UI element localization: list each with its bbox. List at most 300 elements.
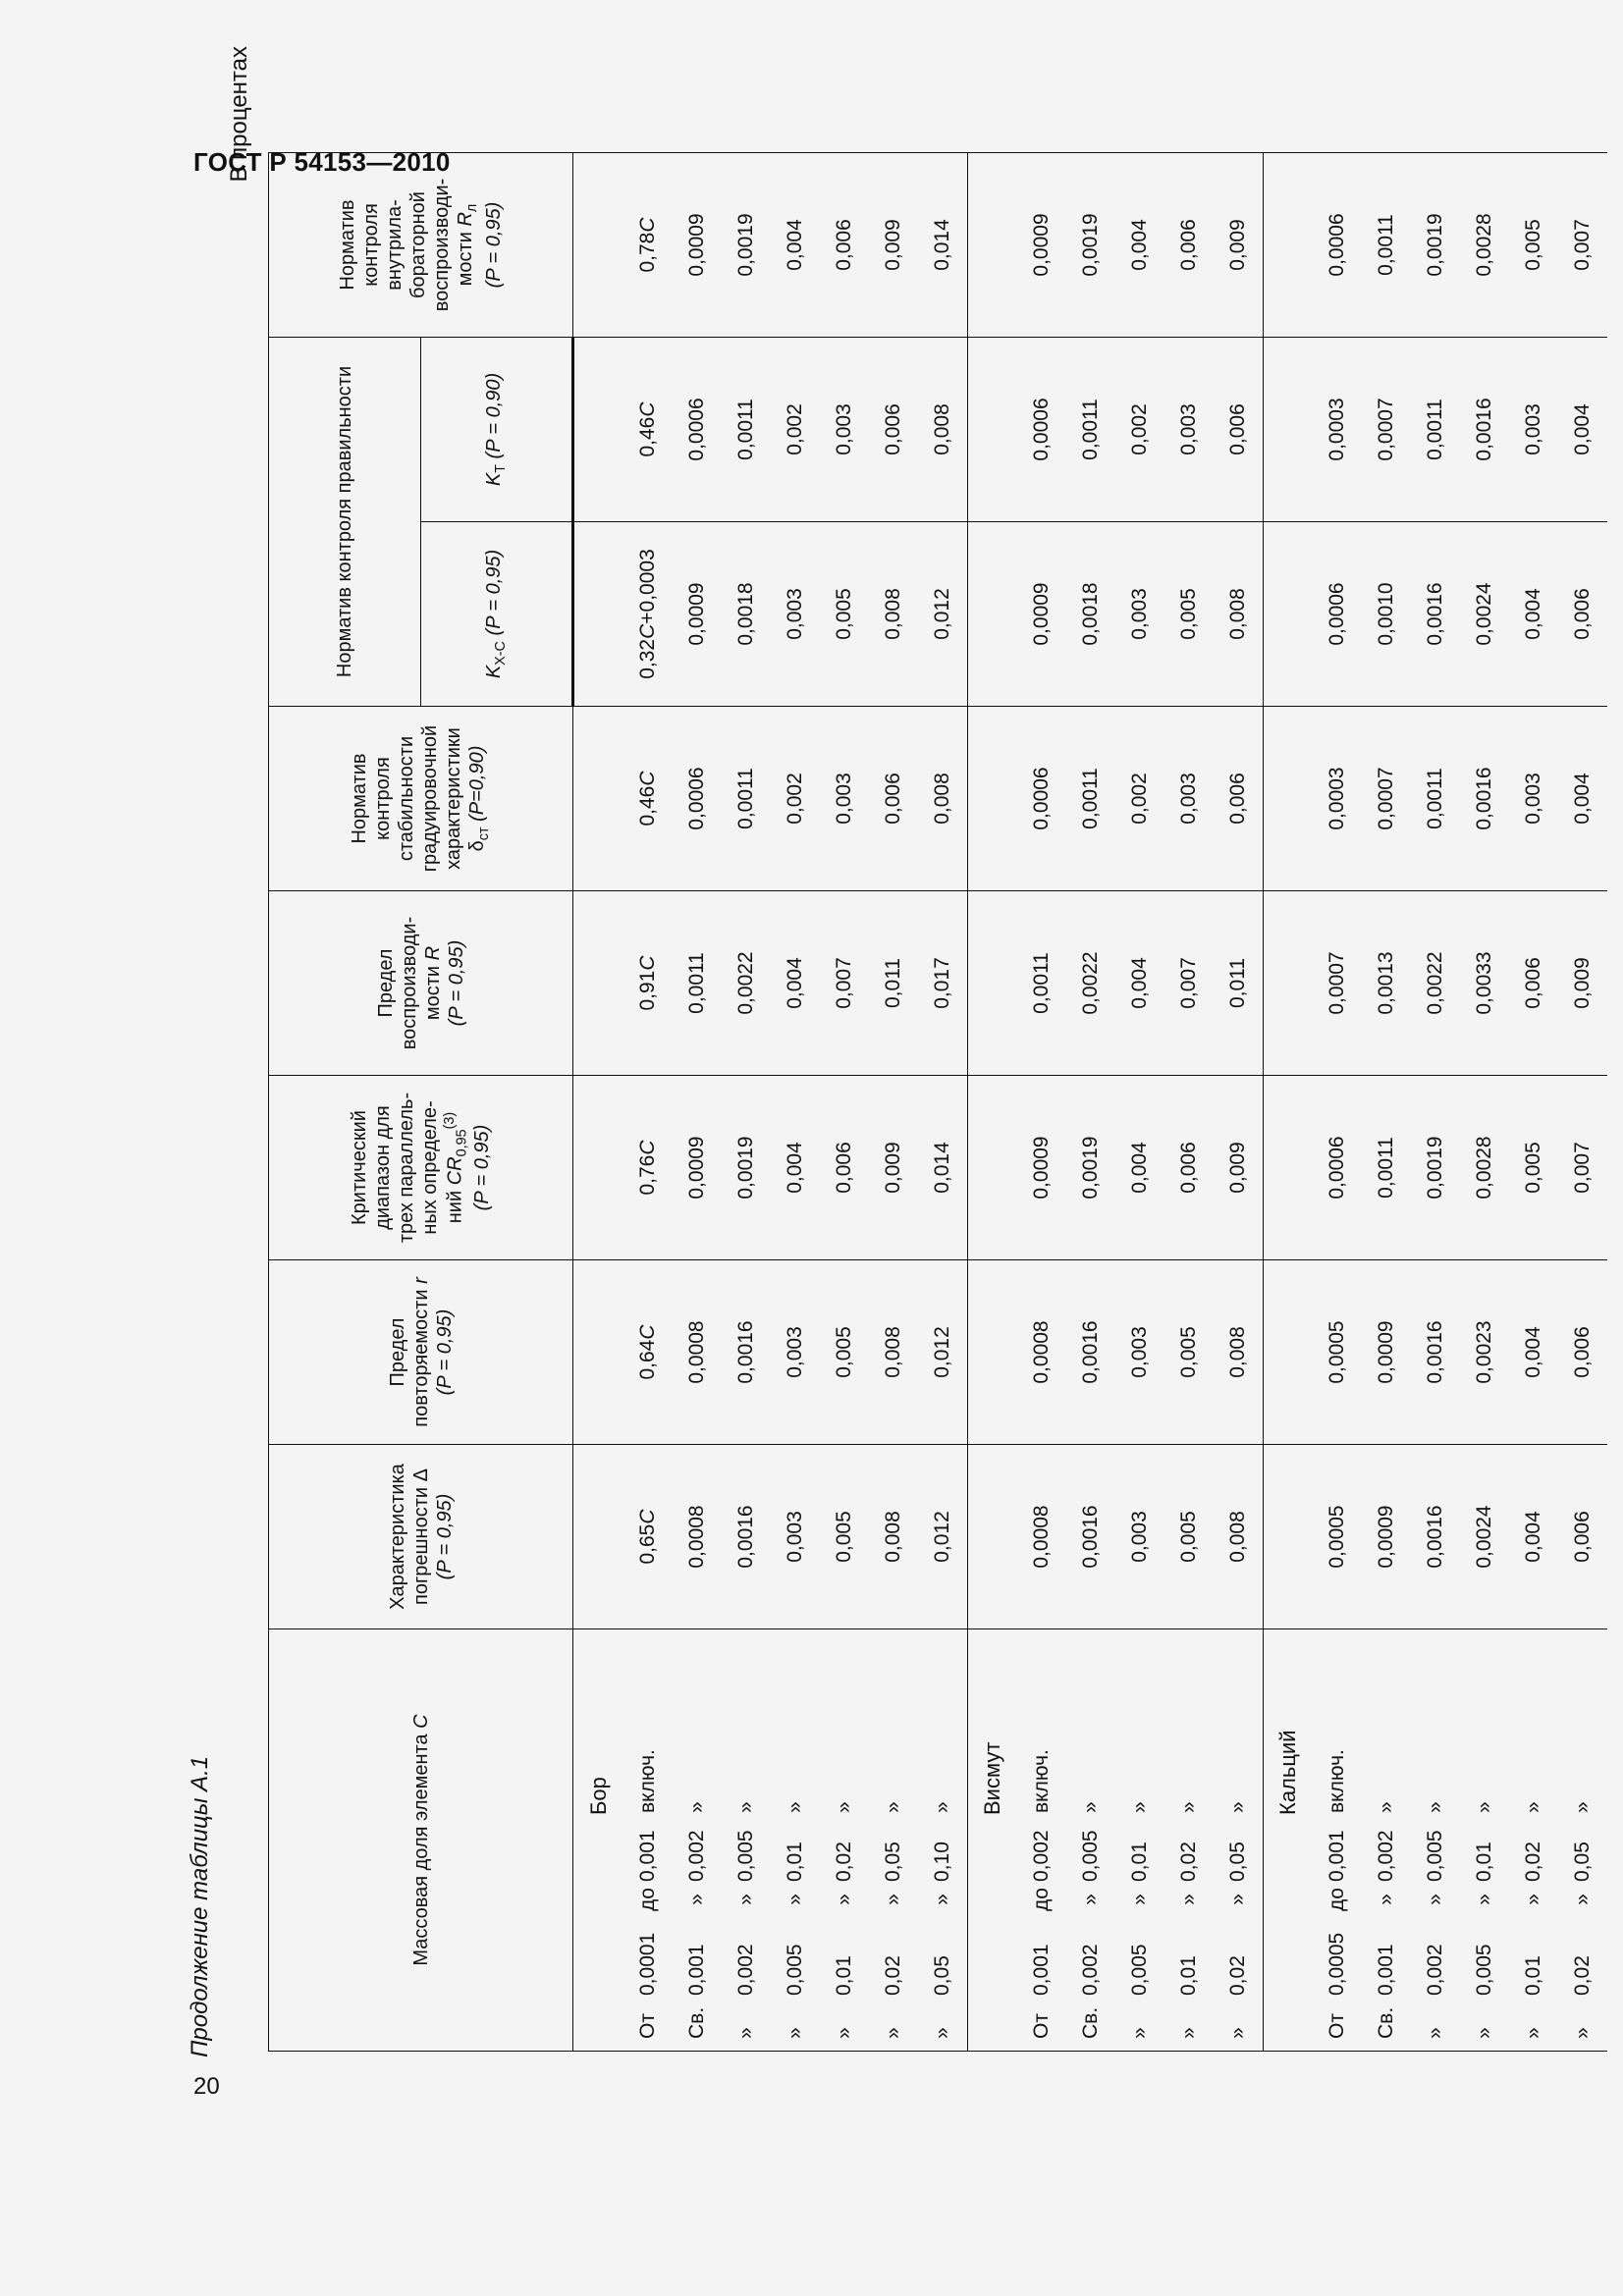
value-cell: 0,003 (771, 1260, 820, 1445)
value-cell: 0,0007 (1313, 891, 1362, 1076)
header-repeatability: Предел повторяемости r (P = 0,95) (269, 1260, 573, 1445)
range-part-d: 0,02 (1177, 1842, 1200, 1882)
range-cell (623, 1629, 673, 2052)
value-cell: 0,0005 (1313, 1445, 1362, 1629)
value-cell: 0,0007 (1362, 707, 1411, 891)
value-cell: 0,0019 (722, 152, 771, 337)
table-row (1214, 152, 1264, 2051)
value-cell: 0,006 (1558, 522, 1607, 707)
value-cell: 0,0016 (1066, 1260, 1115, 1445)
value-cell: 0,012 (918, 1445, 968, 1629)
value-cell: 0,004 (1509, 1445, 1558, 1629)
empty-cell (1264, 1445, 1314, 1629)
range-part-d: 0,05 (1226, 1842, 1249, 1882)
range-part-b: 0,0005 (1325, 1932, 1348, 1996)
range-cell (1164, 1629, 1214, 2052)
range-cell (1115, 1629, 1164, 2052)
range-cell (1313, 1629, 1362, 2052)
empty-cell (968, 707, 1018, 891)
value-cell: 0,009 (1214, 152, 1264, 337)
value-cell: 0,004 (1115, 152, 1164, 337)
value-cell: 0,0016 (1066, 1445, 1115, 1629)
value-cell: 0,0016 (1411, 1260, 1460, 1445)
range-part-d: 0,002 (685, 1830, 708, 1882)
value-cell: 0,0008 (673, 1445, 722, 1629)
value-cell: 0,0019 (1066, 1076, 1115, 1260)
value-cell: 0,78C (623, 152, 673, 337)
table-row (1411, 152, 1460, 2051)
value-cell: 0,0018 (722, 522, 771, 707)
range-part-e: » (882, 1801, 904, 1813)
value-cell: 0,004 (771, 891, 820, 1076)
value-cell: 0,0013 (1362, 891, 1411, 1076)
value-cell: 0,0016 (1460, 337, 1509, 521)
value-cell: 0,0011 (1017, 891, 1066, 1076)
range-part-a: От (1030, 2013, 1053, 2039)
value-cell: 0,0006 (1313, 152, 1362, 337)
range-part-b: 0,002 (1079, 1944, 1102, 1996)
value-cell: 0,0006 (673, 707, 722, 891)
empty-cell (573, 152, 624, 337)
empty-cell (968, 522, 1018, 707)
value-cell: 0,0016 (1411, 1445, 1460, 1629)
range-cell (1558, 1629, 1607, 2052)
table-row (771, 152, 820, 2051)
value-cell: 0,0009 (673, 522, 722, 707)
range-part-a: » (1226, 2027, 1249, 2039)
value-cell: 0,009 (1558, 891, 1607, 1076)
value-cell: 0,003 (771, 522, 820, 707)
header-stability: Норматив контроля стабильности градуировочной характеристики $\delta_{ст}$ (P=0,90) (269, 707, 573, 891)
element-name: Кальций (1264, 1629, 1314, 2052)
value-cell: 0,32C+0,0003 (623, 522, 673, 707)
table-row (1115, 152, 1164, 2051)
data-table (268, 152, 1607, 2052)
range-part-c: » (1375, 1894, 1397, 1905)
empty-cell (1264, 891, 1314, 1076)
value-cell: 0,0022 (1066, 891, 1115, 1076)
value-cell: 0,0016 (1411, 522, 1460, 707)
range-part-b: 0,02 (882, 1955, 904, 1996)
value-cell: 0,006 (1164, 1076, 1214, 1260)
value-cell: 0,0008 (673, 1260, 722, 1445)
value-cell: 0,0009 (1017, 522, 1066, 707)
group-row (968, 152, 1018, 2051)
value-cell: 0,0009 (1362, 1445, 1411, 1629)
range-part-c: » (685, 1894, 708, 1905)
range-part-a: Св. (1079, 2006, 1102, 2039)
value-cell: 0,0016 (1460, 707, 1509, 891)
range-cell (1214, 1629, 1264, 2052)
value-cell: 0,003 (771, 1445, 820, 1629)
value-cell: 0,004 (1509, 522, 1558, 707)
page-number: 20 (193, 2073, 220, 2100)
empty-cell (1264, 522, 1314, 707)
empty-cell (968, 1445, 1018, 1629)
value-cell: 0,0018 (1066, 522, 1115, 707)
range-part-b: 0,001 (685, 1944, 708, 1996)
range-part-e: » (1473, 1801, 1495, 1813)
empty-cell (573, 1445, 624, 1629)
range-part-b: 0,02 (1226, 1955, 1249, 1996)
table-row (1558, 152, 1607, 2051)
value-cell: 0,0019 (1411, 1076, 1460, 1260)
range-cell (673, 1629, 722, 2052)
table-row (1164, 152, 1214, 2051)
empty-cell (1264, 1076, 1314, 1260)
range-part-e: » (685, 1801, 708, 1813)
value-cell: 0,003 (1509, 707, 1558, 891)
value-cell: 0,0006 (1017, 707, 1066, 891)
range-part-d: 0,01 (1128, 1842, 1151, 1882)
range-cell (820, 1629, 869, 2052)
range-part-c: до (636, 1888, 659, 1911)
header-critical-range: Критический диапазон для трех параллель- ных определе- ний $CR_{0,95}^{(3)}$ (P = 0,95) (269, 1076, 573, 1260)
table-row (722, 152, 771, 2051)
value-cell: 0,0009 (1017, 1076, 1066, 1260)
table-row (918, 152, 968, 2051)
value-cell: 0,003 (1164, 707, 1214, 891)
value-cell: 0,004 (1558, 707, 1607, 891)
value-cell: 0,0019 (1066, 152, 1115, 337)
empty-cell (573, 1260, 624, 1445)
header-kt: $K_Т$ (P = 0,90) (421, 337, 573, 521)
range-part-e: » (1128, 1801, 1151, 1813)
range-part-a: » (1177, 2027, 1200, 2039)
value-cell: 0,002 (771, 337, 820, 521)
range-cell (722, 1629, 771, 2052)
value-cell: 0,008 (1214, 522, 1264, 707)
value-cell: 0,007 (820, 891, 869, 1076)
empty-cell (968, 891, 1018, 1076)
range-part-d: 0,10 (931, 1842, 953, 1882)
group-row (1264, 152, 1314, 2051)
value-cell: 0,007 (1558, 152, 1607, 337)
range-cell (1017, 1629, 1066, 2052)
range-part-a: » (1522, 2027, 1544, 2039)
value-cell: 0,009 (1214, 1076, 1264, 1260)
value-cell: 0,008 (869, 522, 918, 707)
range-part-c: » (833, 1894, 855, 1905)
range-part-c: » (1177, 1894, 1200, 1905)
range-cell (771, 1629, 820, 2052)
value-cell: 0,0019 (722, 1076, 771, 1260)
range-part-b: 0,005 (1128, 1944, 1151, 1996)
range-part-a: От (636, 2013, 659, 2039)
value-cell: 0,006 (869, 707, 918, 891)
range-part-b: 0,01 (833, 1955, 855, 1996)
range-part-d: 0,005 (1079, 1830, 1102, 1882)
table-caption: Продолжение таблицы А.1 (187, 1755, 213, 2057)
range-part-a: Св. (685, 2006, 708, 2039)
header-reproducibility: Предел воспроизводи- мости R (P = 0,95) (269, 891, 573, 1076)
value-cell: 0,006 (1558, 1260, 1607, 1445)
header-mass-fraction: Массовая доля элемента C (269, 1629, 573, 2052)
range-part-e: » (1571, 1801, 1594, 1813)
range-cell (1460, 1629, 1509, 2052)
value-cell: 0,0011 (1362, 152, 1411, 337)
value-cell: 0,004 (1115, 1076, 1164, 1260)
value-cell: 0,0016 (722, 1445, 771, 1629)
range-cell (1509, 1629, 1558, 2052)
value-cell: 0,003 (1115, 522, 1164, 707)
range-part-a: » (1473, 2027, 1495, 2039)
value-cell: 0,0019 (1411, 152, 1460, 337)
range-part-c: до (1325, 1888, 1348, 1911)
empty-cell (1264, 707, 1314, 891)
value-cell: 0,46C (623, 707, 673, 891)
table-body (573, 152, 1608, 2051)
value-cell: 0,0011 (722, 337, 771, 521)
range-part-e: » (1522, 1801, 1544, 1813)
value-cell: 0,004 (771, 152, 820, 337)
range-part-a: » (931, 2027, 953, 2039)
value-cell: 0,004 (1558, 337, 1607, 521)
value-cell: 0,006 (1558, 1445, 1607, 1629)
header-accuracy-group: Норматив контроля правильности (269, 337, 421, 706)
range-part-d: 0,001 (636, 1830, 659, 1882)
value-cell: 0,004 (771, 1076, 820, 1260)
value-cell: 0,004 (1509, 1260, 1558, 1445)
value-cell: 0,006 (1214, 707, 1264, 891)
range-part-b: 0,0001 (636, 1932, 659, 1996)
value-cell: 0,0003 (1313, 707, 1362, 891)
value-cell: 0,011 (1214, 891, 1264, 1076)
range-part-b: 0,01 (1522, 1955, 1544, 1996)
value-cell: 0,0011 (1362, 1076, 1411, 1260)
value-cell: 0,007 (1558, 1076, 1607, 1260)
range-part-c: » (734, 1894, 757, 1905)
value-cell: 0,006 (1164, 152, 1214, 337)
header-error: Характеристика погрешности Δ (P = 0,95) (269, 1445, 573, 1629)
range-part-d: 0,002 (1030, 1830, 1053, 1882)
value-cell: 0,0016 (722, 1260, 771, 1445)
table-row (1313, 152, 1362, 2051)
table-row (623, 152, 673, 2051)
value-cell: 0,002 (771, 707, 820, 891)
value-cell: 0,003 (1509, 337, 1558, 521)
table-row (1066, 152, 1115, 2051)
range-part-d: 0,02 (833, 1842, 855, 1882)
range-part-a: Св. (1375, 2006, 1397, 2039)
value-cell: 0,003 (1115, 1260, 1164, 1445)
range-part-a: От (1325, 2013, 1348, 2039)
value-cell: 0,0011 (1066, 707, 1115, 891)
value-cell: 0,0006 (1313, 522, 1362, 707)
range-part-a: » (784, 2027, 806, 2039)
empty-cell (1264, 152, 1314, 337)
value-cell: 0,005 (1164, 1445, 1214, 1629)
value-cell: 0,014 (918, 1076, 968, 1260)
empty-cell (1264, 1260, 1314, 1445)
range-part-c: » (1128, 1894, 1151, 1905)
value-cell: 0,0009 (673, 152, 722, 337)
value-cell: 0,76C (623, 1076, 673, 1260)
value-cell: 0,0009 (1362, 1260, 1411, 1445)
range-part-e: » (784, 1801, 806, 1813)
range-part-c: » (1226, 1894, 1249, 1905)
range-part-e: » (1177, 1801, 1200, 1813)
empty-cell (968, 1076, 1018, 1260)
range-part-e: » (734, 1801, 757, 1813)
value-cell: 0,006 (820, 1076, 869, 1260)
value-cell: 0,0008 (1017, 1445, 1066, 1629)
range-cell (1411, 1629, 1460, 2052)
value-cell: 0,008 (918, 707, 968, 891)
empty-cell (968, 1260, 1018, 1445)
range-cell (869, 1629, 918, 2052)
value-cell: 0,008 (869, 1260, 918, 1445)
value-cell: 0,0009 (673, 1076, 722, 1260)
table-row (1362, 152, 1411, 2051)
value-cell: 0,003 (820, 707, 869, 891)
document-title: ГОСТ Р 54153—2010 (193, 147, 451, 177)
range-part-d: 0,002 (1375, 1830, 1397, 1882)
value-cell: 0,011 (869, 891, 918, 1076)
range-part-a: » (1571, 2027, 1594, 2039)
header-intralab: Норматив контроля внутрила- бораторной воспроизводи- мости $R_л$ (P = 0,95) (269, 152, 573, 337)
empty-cell (573, 891, 624, 1076)
value-cell: 0,0028 (1460, 152, 1509, 337)
range-part-d: 0,05 (1571, 1842, 1594, 1882)
value-cell: 0,0006 (673, 337, 722, 521)
value-cell: 0,0003 (1313, 337, 1362, 521)
range-part-c: » (931, 1894, 953, 1905)
value-cell: 0,0024 (1460, 1445, 1509, 1629)
value-cell: 0,0011 (673, 891, 722, 1076)
value-cell: 0,006 (869, 337, 918, 521)
range-part-d: 0,05 (882, 1842, 904, 1882)
value-cell: 0,0007 (1362, 337, 1411, 521)
range-cell (1066, 1629, 1115, 2052)
value-cell: 0,004 (1115, 891, 1164, 1076)
value-cell: 0,0011 (1411, 337, 1460, 521)
range-part-a: » (1424, 2027, 1446, 2039)
range-part-b: 0,001 (1375, 1944, 1397, 1996)
value-cell: 0,005 (820, 522, 869, 707)
range-cell (918, 1629, 968, 2052)
table-row (1509, 152, 1558, 2051)
range-part-d: 0,005 (734, 1830, 757, 1882)
empty-cell (968, 152, 1018, 337)
value-cell: 0,005 (820, 1445, 869, 1629)
value-cell: 0,006 (1214, 337, 1264, 521)
value-cell: 0,0011 (1066, 337, 1115, 521)
value-cell: 0,002 (1115, 707, 1164, 891)
range-part-e: » (1079, 1801, 1102, 1813)
value-cell: 0,005 (1164, 522, 1214, 707)
range-part-e: включ. (1325, 1749, 1348, 1813)
empty-cell (573, 1076, 624, 1260)
value-cell: 0,003 (1115, 1445, 1164, 1629)
range-part-e: » (1226, 1801, 1249, 1813)
range-part-d: 0,005 (1424, 1830, 1446, 1882)
range-cell (1362, 1629, 1411, 2052)
empty-cell (968, 337, 1018, 521)
range-part-d: 0,02 (1522, 1842, 1544, 1882)
range-part-c: до (1030, 1888, 1053, 1911)
value-cell: 0,005 (1509, 1076, 1558, 1260)
range-part-e: включ. (1030, 1749, 1053, 1813)
range-part-b: 0,005 (784, 1944, 806, 1996)
value-cell: 0,005 (1164, 1260, 1214, 1445)
range-part-b: 0,002 (734, 1944, 757, 1996)
empty-cell (1264, 337, 1314, 521)
value-cell: 0,003 (820, 337, 869, 521)
value-cell: 0,0023 (1460, 1260, 1509, 1445)
range-part-c: » (1571, 1894, 1594, 1905)
value-cell: 0,006 (1509, 891, 1558, 1076)
value-cell: 0,0033 (1460, 891, 1509, 1076)
element-name: Висмут (968, 1629, 1018, 2052)
range-part-e: » (1375, 1801, 1397, 1813)
value-cell: 0,0010 (1362, 522, 1411, 707)
range-part-b: 0,002 (1424, 1944, 1446, 1996)
value-cell: 0,006 (820, 152, 869, 337)
value-cell: 0,014 (918, 152, 968, 337)
value-cell: 0,008 (1214, 1260, 1264, 1445)
value-cell: 0,0022 (722, 891, 771, 1076)
range-part-e: включ. (636, 1749, 659, 1813)
range-part-a: » (1128, 2027, 1151, 2039)
range-part-c: » (882, 1894, 904, 1905)
range-part-e: » (931, 1801, 953, 1813)
range-part-b: 0,001 (1030, 1944, 1053, 1996)
table-row (673, 152, 722, 2051)
value-cell: 0,0011 (1411, 707, 1460, 891)
range-part-d: 0,01 (784, 1842, 806, 1882)
value-cell: 0,0008 (1017, 1260, 1066, 1445)
value-cell: 0,003 (1164, 337, 1214, 521)
range-part-c: » (1424, 1894, 1446, 1905)
value-cell: 0,009 (869, 152, 918, 337)
rotated-table-area (177, 39, 1594, 2091)
value-cell: 0,0022 (1411, 891, 1460, 1076)
range-part-c: » (1473, 1894, 1495, 1905)
empty-cell (573, 707, 624, 891)
value-cell: 0,0028 (1460, 1076, 1509, 1260)
range-part-d: 0,001 (1325, 1830, 1348, 1882)
range-part-b: 0,05 (931, 1955, 953, 1996)
empty-cell (573, 337, 624, 521)
table-row (820, 152, 869, 2051)
value-cell: 0,65C (623, 1445, 673, 1629)
range-part-c: » (1079, 1894, 1102, 1905)
value-cell: 0,009 (869, 1076, 918, 1260)
table-row (1017, 152, 1066, 2051)
range-part-c: » (1522, 1894, 1544, 1905)
value-cell: 0,0024 (1460, 522, 1509, 707)
value-cell: 0,008 (1214, 1445, 1264, 1629)
range-part-a: » (833, 2027, 855, 2039)
value-cell: 0,005 (820, 1260, 869, 1445)
value-cell: 0,91C (623, 891, 673, 1076)
range-part-d: 0,01 (1473, 1842, 1495, 1882)
value-cell: 0,007 (1164, 891, 1214, 1076)
table-row (869, 152, 918, 2051)
value-cell: 0,005 (1509, 152, 1558, 337)
value-cell: 0,0009 (1017, 152, 1066, 337)
element-name: Бор (573, 1629, 624, 2052)
range-part-b: 0,005 (1473, 1944, 1495, 1996)
value-cell: 0,0006 (1017, 337, 1066, 521)
range-part-c: » (784, 1894, 806, 1905)
value-cell: 0,012 (918, 522, 968, 707)
value-cell: 0,64C (623, 1260, 673, 1445)
range-part-a: » (734, 2027, 757, 2039)
value-cell: 0,012 (918, 1260, 968, 1445)
range-part-e: » (1424, 1801, 1446, 1813)
